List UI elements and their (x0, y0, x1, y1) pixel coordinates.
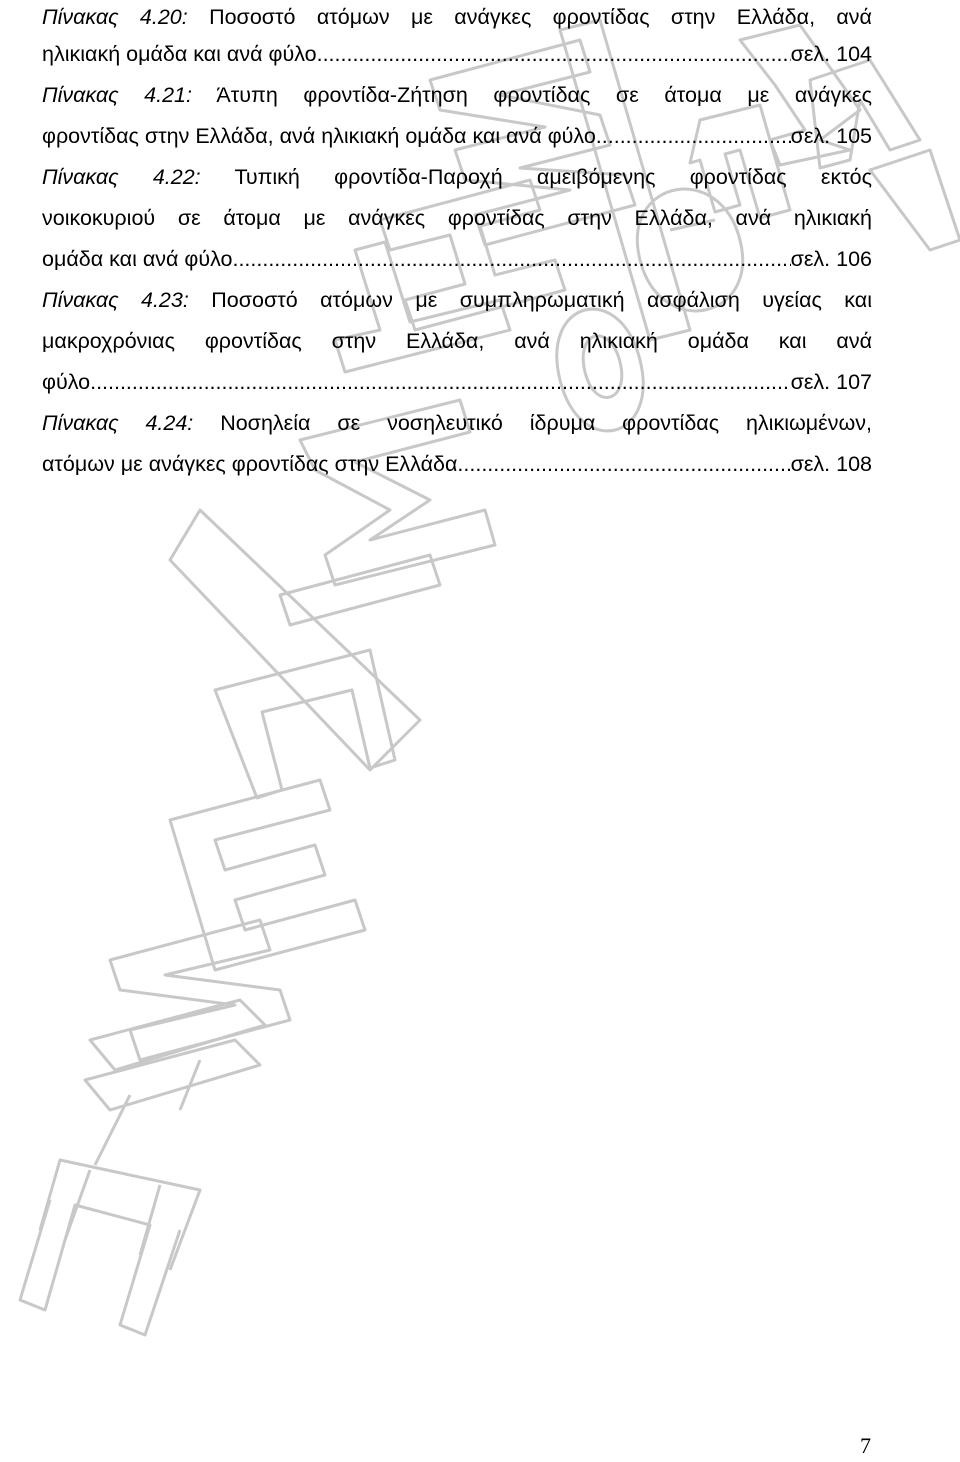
toc-entry-4-21-line-1[interactable] (42, 78, 872, 112)
toc-entry-4-20-line-1[interactable] (42, 0, 872, 34)
page-reference: σελ. 105 (790, 124, 872, 148)
entry-title-line: Ποσοστό ατόμων με ανάγκες φροντίδας στην Ελλάδα, ανά (209, 5, 872, 29)
toc-entry-4-22-line-3[interactable] (42, 242, 872, 276)
page-reference: σελ. 106 (790, 247, 872, 271)
entry-title-line: φύλο (42, 370, 91, 394)
toc-entry-4-24-line-2[interactable] (42, 447, 872, 481)
table-number: Πίνακας 4.24: (42, 411, 194, 435)
entry-title-line: φροντίδας στην Ελλάδα, ανά ηλικιακή ομάδα και ανά φύλο (42, 124, 596, 148)
toc-entry-4-24-line-1[interactable] (42, 406, 872, 440)
page-reference: σελ. 108 (790, 452, 872, 476)
page-reference: σελ. 107 (790, 370, 872, 394)
entry-title-line: ομάδα και ανά φύλο (42, 247, 233, 271)
entry-title-line: ηλικιακή ομάδα και ανά φύλο (42, 42, 317, 66)
entry-title-line: μακροχρόνιας φροντίδας στην Ελλάδα, ανά ηλικιακή ομάδα και ανά (42, 329, 872, 353)
dot-leader (90, 365, 790, 399)
table-number: Πίνακας 4.21: (42, 83, 192, 107)
toc-entry-4-21-line-2[interactable] (42, 119, 872, 153)
entry-title-line: Νοσηλεία σε νοσηλευτικό ίδρυμα φροντίδας ηλικιωμένων, (220, 411, 873, 435)
toc-entry-4-22-line-2[interactable] (42, 201, 872, 235)
entry-title-line: Τυπική φροντίδα-Παροχή αμειβόμενης φροντίδας εκτός (234, 165, 873, 189)
toc-entry-4-23-line-1[interactable] (42, 283, 872, 317)
table-number: Πίνακας 4.22: (42, 165, 201, 189)
page-reference: σελ. 104 (790, 42, 872, 66)
entry-title-line: Ποσοστό ατόμων με συμπληρωματική ασφάλιση υγείας και (211, 288, 872, 312)
toc-entry-4-20-line-2[interactable] (42, 37, 872, 71)
toc-entry-4-23-line-3[interactable] (42, 365, 872, 399)
entry-title-line: ατόμων με ανάγκες φροντίδας στην Ελλάδα (42, 452, 458, 476)
dot-leader (317, 37, 791, 71)
page-number: 7 (860, 1433, 871, 1458)
table-number: Πίνακας 4.23: (42, 288, 189, 312)
toc-entry-4-23-line-2[interactable] (42, 324, 872, 358)
dot-leader (596, 119, 791, 153)
dot-leader (232, 242, 790, 276)
dot-leader (457, 447, 790, 481)
entry-title-line: Άτυπη φροντίδα-Ζήτηση φροντίδας σε άτομα με ανάγκες (216, 83, 872, 107)
entry-title-line: νοικοκυριού σε άτομα με ανάγκες φροντίδας στην Ελλάδα, ανά ηλικιακή (42, 206, 872, 230)
table-number: Πίνακας 4.20: (42, 5, 188, 29)
toc-entry-4-22-line-1[interactable] (42, 160, 872, 194)
